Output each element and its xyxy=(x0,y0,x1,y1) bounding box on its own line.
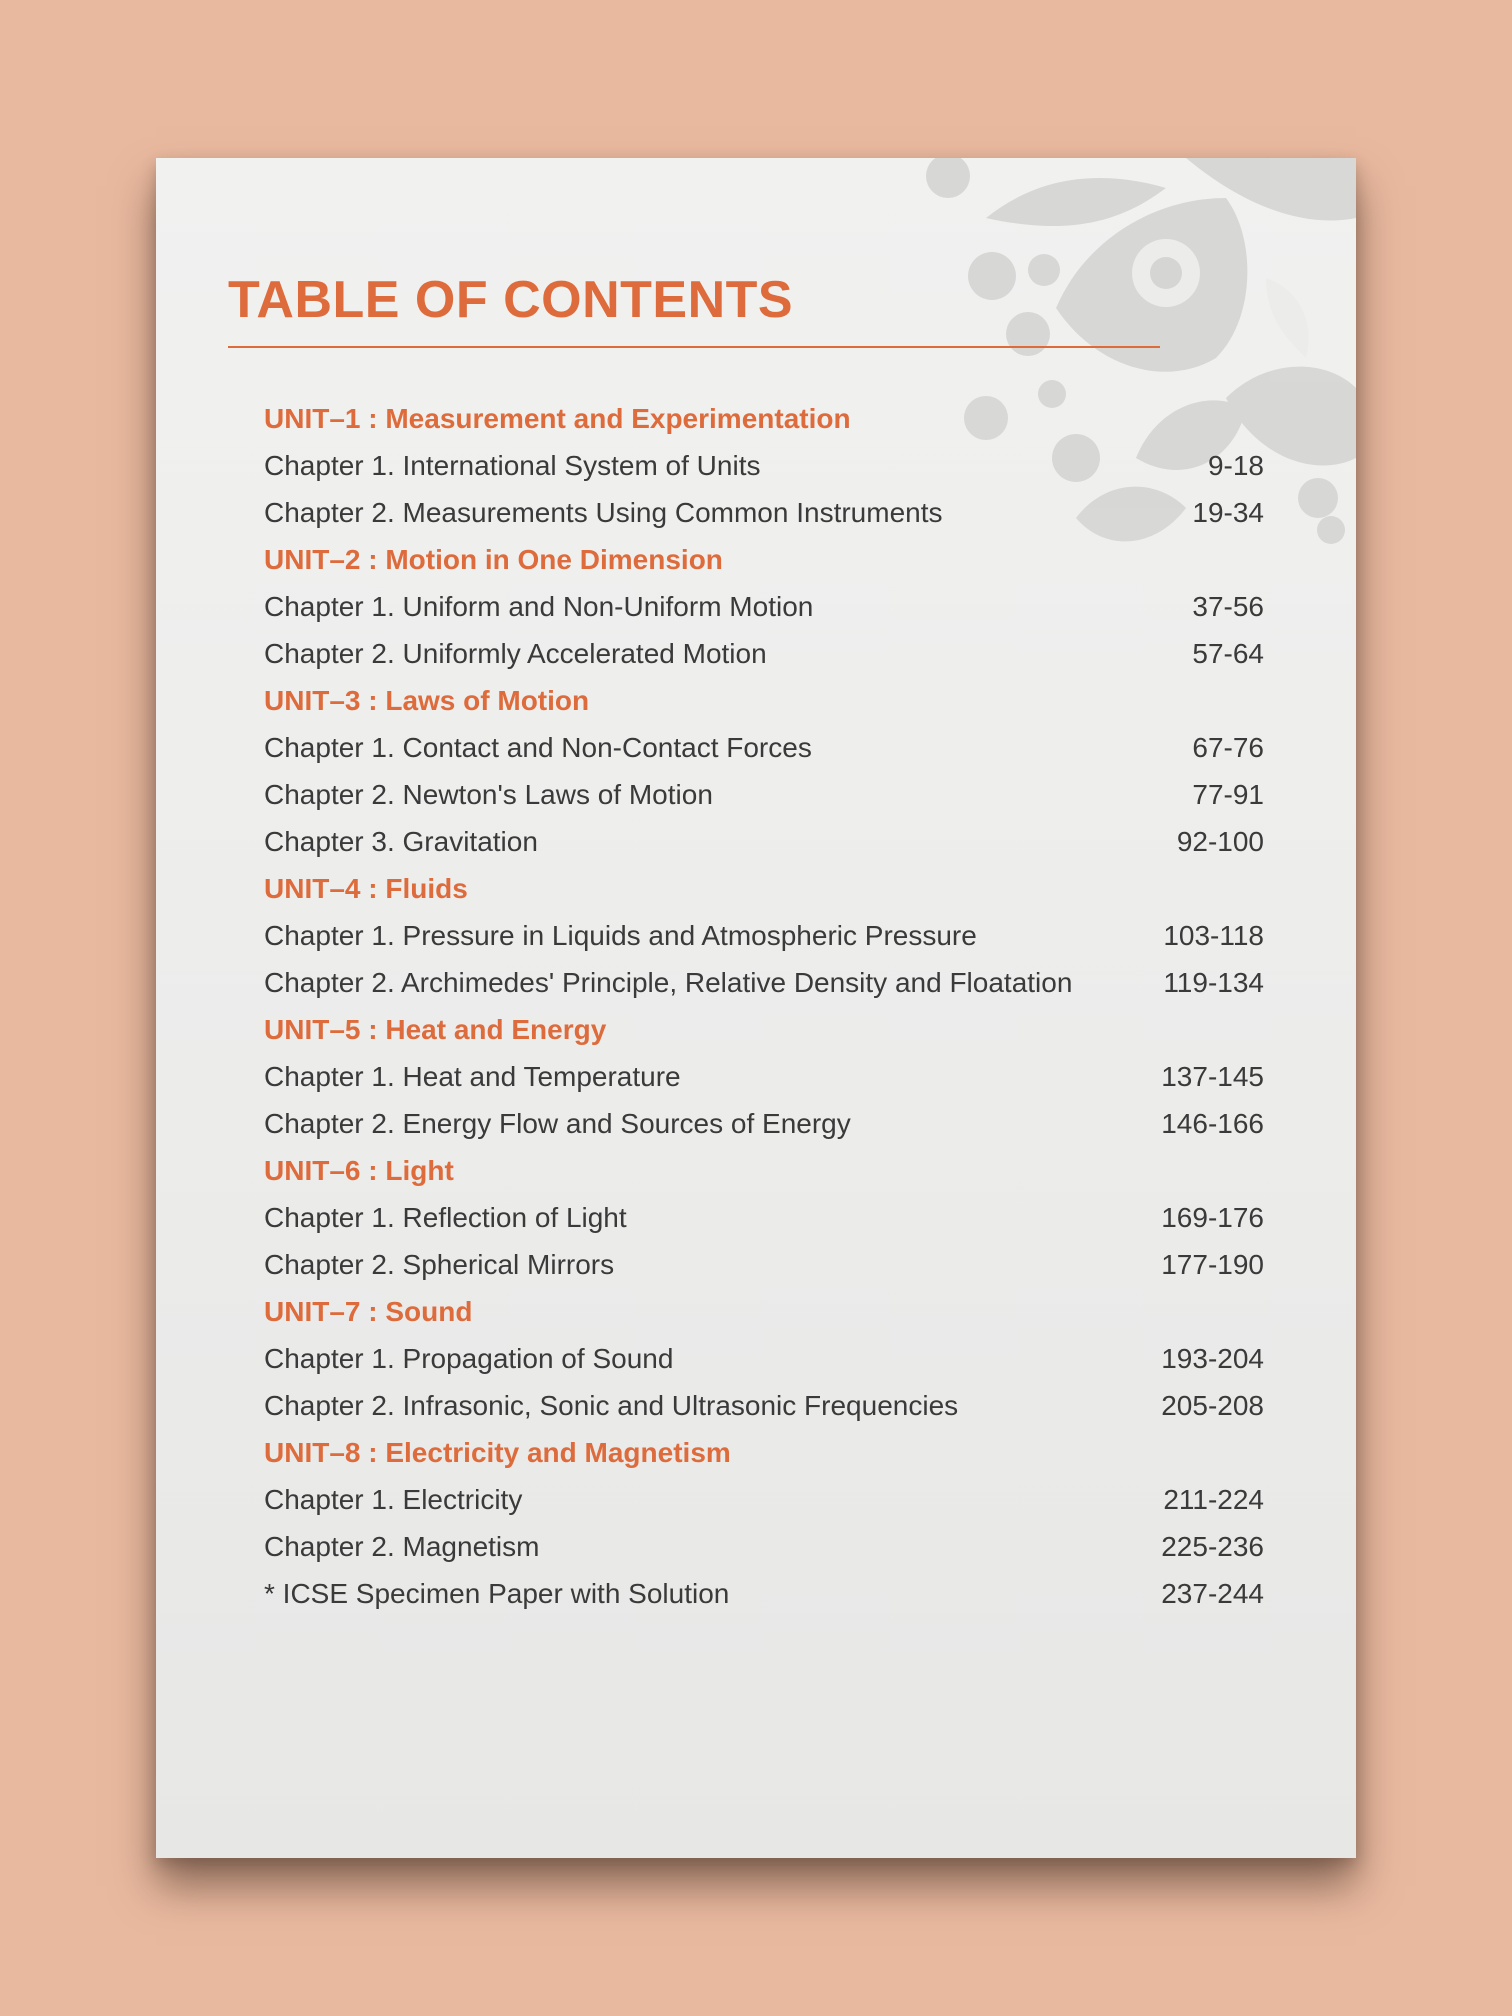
chapter-title: Chapter 1. Pressure in Liquids and Atmospheric Pressure xyxy=(264,920,977,951)
page-range: 137-145 xyxy=(1161,1061,1264,1092)
page-range: 211-224 xyxy=(1163,1484,1264,1515)
chapter-title: Chapter 2. Measurements Using Common Instruments xyxy=(264,497,943,528)
chapter-entry xyxy=(264,771,1264,818)
unit-heading xyxy=(264,536,1264,583)
chapter-title: Chapter 1. Uniform and Non-Uniform Motion xyxy=(264,591,814,622)
unit-title: UNIT–8 : Electricity and Magnetism xyxy=(264,1437,731,1468)
unit-title: UNIT–5 : Heat and Energy xyxy=(264,1014,607,1045)
page-range: 169-176 xyxy=(1161,1202,1264,1233)
unit-heading xyxy=(264,865,1264,912)
chapter-entry xyxy=(264,1100,1264,1147)
page-range: 237-244 xyxy=(1161,1578,1264,1609)
page-range: 67-76 xyxy=(1192,732,1264,763)
page-range: 77-91 xyxy=(1192,779,1264,810)
unit-title: UNIT–2 : Motion in One Dimension xyxy=(264,544,723,575)
chapter-title: Chapter 1. Reflection of Light xyxy=(264,1202,627,1233)
chapter-title: Chapter 2. Infrasonic, Sonic and Ultrasonic Frequencies xyxy=(264,1390,959,1421)
chapter-entry xyxy=(264,1194,1264,1241)
title-underline xyxy=(228,346,1160,348)
chapter-title: Chapter 1. International System of Units xyxy=(264,450,761,481)
chapter-entry xyxy=(264,1335,1264,1382)
chapter-title: Chapter 2. Magnetism xyxy=(264,1531,540,1562)
document-page xyxy=(156,158,1356,1858)
chapter-entry xyxy=(264,818,1264,865)
page-range: 146-166 xyxy=(1161,1108,1264,1139)
chapter-title: Chapter 1. Contact and Non-Contact Forces xyxy=(264,732,812,763)
unit-title: UNIT–6 : Light xyxy=(264,1155,454,1186)
chapter-title: Chapter 1. Heat and Temperature xyxy=(264,1061,681,1092)
chapter-title: Chapter 2. Spherical Mirrors xyxy=(264,1249,615,1280)
chapter-title: Chapter 2. Uniformly Accelerated Motion xyxy=(264,638,767,669)
chapter-entry xyxy=(264,489,1264,536)
chapter-entry xyxy=(264,1382,1264,1429)
unit-title: UNIT–7 : Sound xyxy=(264,1296,473,1327)
chapter-entry xyxy=(264,442,1264,489)
page-range: 9-18 xyxy=(1207,450,1264,481)
chapter-entry xyxy=(264,630,1264,677)
chapter-title: Chapter 2. Newton's Laws of Motion xyxy=(264,779,713,810)
page-range: 119-134 xyxy=(1163,967,1264,998)
chapter-entry xyxy=(264,1570,1264,1617)
toc-list xyxy=(264,395,1264,1617)
unit-heading xyxy=(264,1429,1264,1476)
unit-title: UNIT–3 : Laws of Motion xyxy=(264,685,590,716)
chapter-title: Chapter 2. Energy Flow and Sources of Energy xyxy=(264,1108,851,1139)
unit-heading xyxy=(264,1006,1264,1053)
toc-title: TABLE OF CONTENTS xyxy=(228,271,794,329)
page-range: 92-100 xyxy=(1176,826,1264,857)
chapter-entry xyxy=(264,1053,1264,1100)
page-range: 225-236 xyxy=(1161,1531,1264,1562)
page-range: 57-64 xyxy=(1192,638,1264,669)
chapter-entry xyxy=(264,724,1264,771)
unit-title: UNIT–4 : Fluids xyxy=(264,873,468,904)
chapter-title: Chapter 1. Electricity xyxy=(264,1484,523,1515)
unit-heading xyxy=(264,1288,1264,1335)
page-range: 177-190 xyxy=(1161,1249,1264,1280)
chapter-title: Chapter 2. Archimedes' Principle, Relative Density and Floatation xyxy=(264,967,1073,998)
unit-heading xyxy=(264,677,1264,724)
page-range: 37-56 xyxy=(1192,591,1264,622)
page-range: 103-118 xyxy=(1163,920,1264,951)
chapter-entry xyxy=(264,912,1264,959)
chapter-title: * ICSE Specimen Paper with Solution xyxy=(264,1578,730,1609)
chapter-title: Chapter 3. Gravitation xyxy=(264,826,538,857)
chapter-entry xyxy=(264,583,1264,630)
chapter-entry xyxy=(264,959,1264,1006)
chapter-entry xyxy=(264,1523,1264,1570)
chapter-title: Chapter 1. Propagation of Sound xyxy=(264,1343,674,1374)
chapter-entry xyxy=(264,1241,1264,1288)
chapter-entry xyxy=(264,1476,1264,1523)
page-range: 19-34 xyxy=(1192,497,1264,528)
unit-heading xyxy=(264,395,1264,442)
unit-heading xyxy=(264,1147,1264,1194)
page-range: 205-208 xyxy=(1161,1390,1264,1421)
page-range: 193-204 xyxy=(1161,1343,1264,1374)
unit-title: UNIT–1 : Measurement and Experimentation xyxy=(264,403,851,434)
